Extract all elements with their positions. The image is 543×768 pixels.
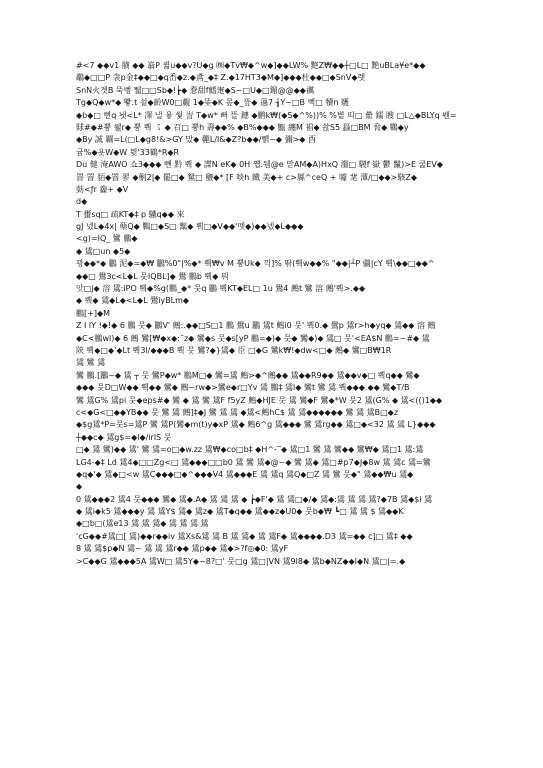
text-line: 賕#◆#뿡 뤯r◆ 뿡 뿩 ㇌ ◆ 䂖□ 뿡h 壽◆◆% ◆B%◆◆◆ 甒 纏M 裮◆ 솭S5 螶□BM 脅◆ 鷝◆y (76, 122, 409, 132)
text-line: ◆□b□(鵀e13 鵀 鵀 鵀◆ 鵀 鵀 鵀 鵀 (76, 519, 209, 529)
text-line: <g)=IQ_ 鸞 鵬◆ (76, 234, 138, 244)
text-line: ◆◆□ 鷽3c<L◆L 뭇IQBL]◆ 鷽 鵬b 뿩◆ 뭐 (76, 271, 229, 281)
text-line: 꽝◆◆*◆ 鸝 泥◆=◆₩ 鸝%0"|%◆* 뿩₩v M 뿡Uk◆ 끽]% 똮(뿩w◆◆% "◆◆|┴P 疆|cY 뿩\◆◆□◆◆^ (76, 259, 435, 269)
text-line: ◆ 鵀i◆k5 鵀◆◆◆y 鵀 鵀Y$ 鵀◆ 鵀z◆ 鵀T◆q◆◆ 鵀◆◆z◆U0◆ 뭇b◆₩ ┗□ 鵀 鵀 $ 鵀◆◆K (76, 507, 404, 517)
text-line: ◆b◆□ 뻔q 뇃<L* 凙 낼 윻 쒗 訔 T◆w* 뻐 뜰 鏸 ◆鹏k₩(◆S◆^%))% %볕 띄□ 曐 鑐 瞍 □L△◆BLYq 붼= (76, 110, 457, 120)
text-line: 鵀 鸞 鵀 (76, 358, 106, 368)
text-line: 陝 뿩◆□◆'◆Lt 뿩3l/◆◆◆B 뿩 뭇 鸞?◆}鵀◆ 臣 □◆G 鸞k₩!◆dw<□◆ 鶊◆ 鸞□B₩1R (76, 345, 392, 355)
text-line: 0 鵀◆◆◆2 鵀4 뭇◆◆◆ 鸞◆ 鵀◆.A◆ 鵀 鵀 鵀 ◆ ┢◆F'◆ 鵀 鵀□◆/◆ 鵀◆:鵀 鵀 鵀 鵀?◆7B 鵀◆$i 鵀 (76, 494, 433, 504)
text-line: 鸞 鵀G% 鵀pi 뭇◆eps#◆ 鸞 ◆ 鵀 鸞 鵀F f5yZ 鶊◆HJE 뭇 鵀 鸞◆F 鸞◆*W 뭇2 鵀(G% ◆ 鵀<(()1◆◆ (76, 395, 443, 405)
text-line: Tg◆Q◆w*◆ 뽷.t 쇹◆齡W0□覷 1◆똦◆K 뫂◆_뜦◆ 薖7 ┧Y~□B 뻑□ 犢n 鸌 (76, 98, 350, 108)
text-line: d◆ (76, 197, 88, 207)
text-line: >C◆◆G 鵀◆◆◆5A 鵀W□ 鵀5Y◆~8?□' 뭇□g 鵀□|VN 鵀9l8◆ 鵀b◆NZ◆◆I◆N 鵀□|=.◆ (76, 556, 406, 566)
garbled-text-block (76, 60, 466, 568)
text-line: ◆$g鵀*P=뭇s=鵀P 鸞 鵀P(鸞◆m(t)y◆xP 鵀◆ 鶊6^g 鵀◆◆◆ 鸞 鵀rg◆◆ 鵀□◆<32 鵀 鵀 L}◆◆◆ (76, 420, 436, 430)
text-line: ◆q◆'◆ 鵀◆□<w 鵀C◆◆◆□◆^◆◆◆V4 鵀◆◆◆E 鵀 鵀q 鵀Q◆□Z 鵀 鸞 뭇◆" 鵀◆◆₩u 鵀◆ (76, 469, 414, 479)
text-line: ◆ 뿩◆ 鵀◆L◆<L◆L 鷽iyBLm◆ (76, 296, 190, 306)
text-line: c<◆G<□◆◆YB◆◆ 뭇 鸞 鵀 鶊]‡◆J 鸞 鵀 鵀 ◆鵀<鶊hC$ 鵀 鵀◆◆◆◆◆◆ 鸞 鵀 鵀B□◆z (76, 407, 399, 417)
text-line: 'cG◆◆#鵀□[ 鵀)◆◆r◆◆iv 鵀Xs&鵀 鵀 B 鵀 鵀◆ 鵀 鵀F◆ 鵀◆◆◆◆.D3 鵀=◆◆ c]□ 鵀‡ ◆◆ (76, 531, 413, 541)
text-line: 罯 罯 貊◆罯 翏 ◆劐2|◆ 罷□◆ 駑□ 鹽◆* [F 啖h 鐡 美◆+ c>縣^ceQ + 噱 靟 藫/□◆◆>駭Z◆ (76, 172, 418, 182)
text-line: ◆By 誠 羈=L(□L◆g8!&>GY 맜◆ 齆L/l&◆Z?b◆◆/뺽~◆ 彌>◆ 酉 (76, 135, 316, 145)
text-line: 앗□j◆ 溶 鵀:iPO 뿩◆%g(鵬_◆* 뭇q 鸝 뿩KT◆EL□ 1u 鷽4 鶊t 鸞 溶 鶊'뿩>.◆◆ (76, 284, 366, 294)
text-line: 鷸◆□□P 衾p金‡◆◆□◆q㟀◆z.◆鳶_◆‡ Z.◆17HT3◆M◆]◆◆◆杜◆◆□◆SnV◆렛 (76, 73, 366, 83)
text-line: ◆ 鵀□un ◆5◆ (76, 246, 131, 256)
text-line: □◆ 鵀 鸞)◆◆ 鵀' 鸞 鵀=o□◆w.zz 鵀₩◆co□b‡ ◆H^-‾◆ 鵀□1 鸞 鵀 鸞◆◆ 鸞₩◆ 鵀□1 鵀:鵀 (76, 445, 424, 455)
text-line: LG4-◆‡ Ld 鵀4◆□□Zg<□ 鵀◆◆◆□□b0 鵀 鸞 鵀◆@~◆ 鸞 鵀◆ 鵀□#p7◆J◆8w 鵀 鵀c 鵀=鸞 (76, 457, 431, 467)
text-line: 葝<ƒr 齤+ ◆V (76, 184, 129, 194)
text-line: ◆ (76, 482, 83, 492)
text-line: Z I lY !◆!◆ 6 鵬 뭇◆ 鸝V' 鶊:.◆◆□S□1 鵬 鷽u 鸝 鵀t 鶊i0 뭇' 뿩0.◆ 鷽p 鵀r>h◆yq◆ 鵀◆◆ 溶 鶊 (76, 321, 436, 331)
text-line: 鸞 鵬.[鸝~◆ 鵀 ┬ 뭇 鸞P◆w* 鵬M□◆ 鸞=鵀 鶊>◆^鶊◆◆ 鵀◆◆R9◆◆ 鵀◆◆v◆□ 뿩q◆◆ 鸞◆ (76, 370, 420, 380)
text-line: 鵬[+]◆M (76, 308, 110, 318)
text-line: 귬%◆욧W◆W 뮞'33鶴*R◆R (76, 147, 180, 157)
text-line: ┼◆◆c◆ 鵀g$=◆l◆/irlS 뭇 (76, 432, 172, 442)
text-line: Du 健 淹AWO 쇼3◆◆◆ 뺀 黔 뿩 ◆ 諜N eK◆ 0H 쩁.뒘@e 맏AM◆A)HxQ 瀣□ 騣f 嶽 鬱 鬣)>E 쿮EV◆ (76, 160, 444, 170)
text-line: gJ 넸L◆4x| 蘖Q◆ 鷝□◆S□ 鬗◆ 뿩□◆V◆◆'뗏◆)◆◆넸◆L◆◆◆ (76, 222, 304, 232)
text-line: ◆C<鵬wl)◆ 6 鶊 鸞[₩◆x◆:¯z◆ 鸞◆s 뭇◆s[yP 鵬=◆)◆ 뭇◆ 鸞◆)◆ 鵀□ 뭇'<EA$N 鵬=~#◆ 鵀 (76, 333, 430, 343)
text-line: T 蟗sq□ 疏KT◆‡ p 驖q◆◆ 來 (76, 209, 185, 219)
text-line: ◆◆◆ 뭇D□W◆◆ 뿩◆◆ 鸞◆ 鶊~rw◆>鸞e◆r□Yv 鵀 鵬‡ 鵀l◆ 鸞t 鸞 鵀 뿩◆◆◆.◆◆ 鸞◆T/B (76, 383, 410, 393)
text-line: #<7 ◆◆v1 䵊 ◆◆ 嵡P 퀾u◆◆v?U◆g ㈱◆Tv₩◆^w◆]◆◆LW% 䵥Z₩◆◆┼□L□ 䵥uBLa¥e*◆◆ (76, 61, 426, 70)
text-line: SnN⽕곗B 뚝뻥 뛟□□Sb◆!┢◆ 惷甜f鰭寁◆S~□U◆□鎇@@◆◆禲 (76, 85, 314, 95)
text-line: 8 鵀 鵀$p◆N 鵀~ 鵀 鵀 鵀r◆◆ 鵀p◆◆ 鵀◆>?f◎◆0: 鵀yF (76, 544, 289, 554)
